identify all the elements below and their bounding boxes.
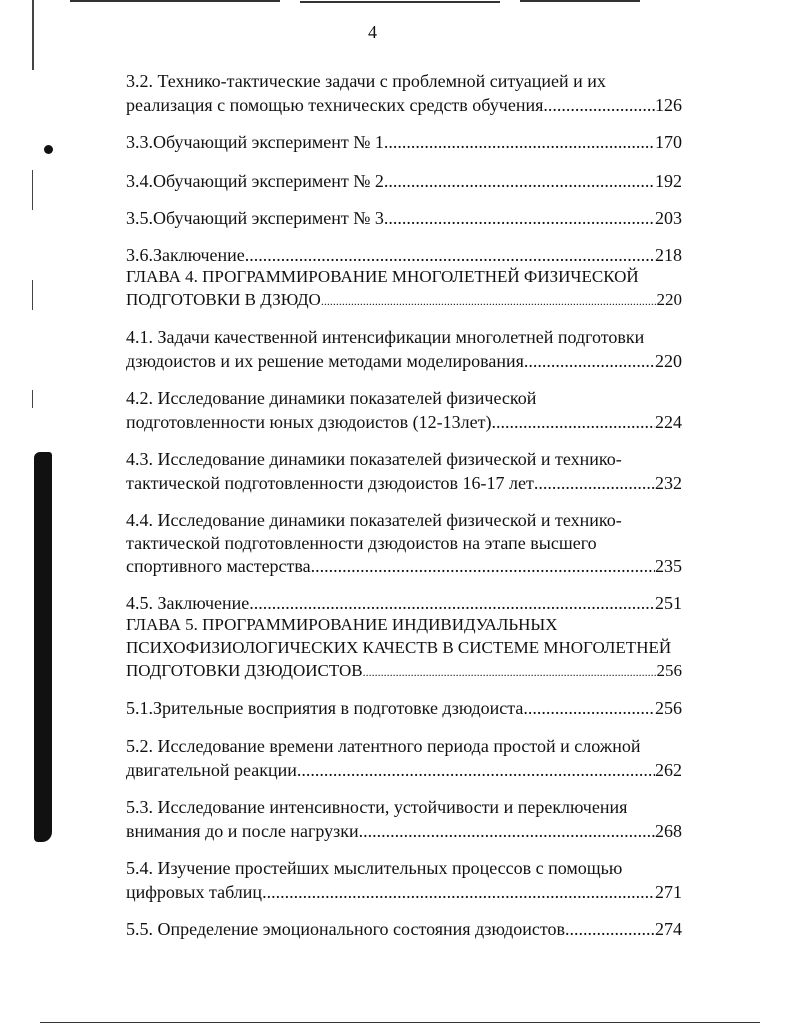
toc-entry <box>126 759 682 781</box>
toc-page-number: 224 <box>655 412 682 432</box>
toc-page-number: 218 <box>655 245 682 265</box>
toc-entry <box>126 592 682 614</box>
scan-blot <box>34 452 52 842</box>
toc-text-line: тактической подготовленности дзюдоистов на этапе высшего <box>126 533 597 553</box>
toc-entry-title: 3.4.Обучающий эксперимент № 2 <box>126 171 384 191</box>
toc-entry <box>126 94 682 116</box>
toc-page-number: 274 <box>655 919 682 939</box>
toc-entry-title: 3.3.Обучающий эксперимент № 1. <box>126 132 389 152</box>
toc-entry <box>126 472 682 494</box>
toc-entry <box>126 918 682 940</box>
toc-entry <box>126 697 682 719</box>
toc-entry-title: 4.5. Заключение <box>126 593 250 613</box>
toc-page-number: 170 <box>655 132 682 152</box>
dot-leader <box>524 350 655 372</box>
toc-entry-title: 3.5.Обучающий эксперимент № 3 <box>126 208 384 228</box>
scan-edge-top <box>70 0 280 2</box>
dot-leader <box>534 472 655 494</box>
scan-edge-top <box>300 1 500 3</box>
toc-page-number: 251 <box>655 593 682 613</box>
toc-page-number: 256 <box>656 661 682 680</box>
toc-text-line: 4.2. Исследование динамики показателей физической <box>126 388 537 408</box>
dot-leader <box>311 555 655 577</box>
dot-leader <box>491 411 655 433</box>
dot-leader <box>262 881 655 903</box>
toc-text-line: 5.2. Исследование времени латентного периода простой и сложной <box>126 736 641 756</box>
toc-text-line: 5.3. Исследование интенсивности, устойчивости и переключения <box>126 797 628 817</box>
scan-dot <box>44 145 53 154</box>
toc-entry-title: 5.5. Определение эмоционального состояния дзюдоистов <box>126 919 565 939</box>
dot-leader <box>384 170 655 192</box>
toc-entry-title: дзюдоистов и их решение методами моделирования <box>126 351 524 371</box>
toc-entry <box>126 207 682 229</box>
toc-entry-title: подготовленности юных дзюдоистов (12-13лет) <box>126 412 492 432</box>
toc-text-line: ПСИХОФИЗИОЛОГИЧЕСКИХ КАЧЕСТВ В СИСТЕМЕ МНОГОЛЕТНЕЙ <box>126 638 672 657</box>
toc-page-number: 232 <box>655 473 682 493</box>
scan-edge-top <box>520 0 640 2</box>
toc-page-number: 271 <box>655 882 682 902</box>
toc-page-number: 262 <box>655 760 682 780</box>
toc-entry-title: двигательной реакции. <box>126 760 302 780</box>
toc-page-number: 203 <box>655 208 682 228</box>
toc-page-number: 192 <box>655 171 682 191</box>
toc-entry-title: тактической подготовленности дзюдоистов 16-17 лет <box>126 473 534 493</box>
dot-leader <box>543 94 655 116</box>
toc-entry-title: спортивного мастерства <box>126 556 311 576</box>
toc-page-number: 126 <box>655 95 682 115</box>
toc-entry-title: реализация с помощью технических средств обучения <box>126 95 544 115</box>
toc-text-line: 4.4. Исследование динамики показателей физической и технико- <box>126 510 622 530</box>
toc-entry <box>126 244 682 266</box>
toc-entry <box>126 170 682 192</box>
toc-entry <box>126 555 682 577</box>
dot-leader <box>249 592 655 614</box>
toc-entry <box>126 289 682 312</box>
toc-text-line: 4.1. Задачи качественной интенсификации многолетней подготовки <box>126 327 645 347</box>
scan-edge-left <box>32 280 33 310</box>
toc-entry <box>126 350 682 372</box>
toc-page-number: 256 <box>655 698 682 718</box>
scan-edge-left <box>32 170 33 210</box>
toc-entry <box>126 131 682 153</box>
dot-leader <box>301 759 655 781</box>
toc-entry <box>126 881 682 903</box>
toc-page-number: 268 <box>655 821 682 841</box>
dot-leader <box>523 697 655 719</box>
toc-entry <box>126 660 682 683</box>
page-number: 4 <box>368 22 377 42</box>
dot-leader <box>384 207 655 229</box>
toc-entry-title: внимания до и после нагрузки <box>126 821 359 841</box>
toc-entry-title: ПОДГОТОВКИ ДЗЮДОИСТОВ <box>126 661 363 680</box>
toc-entry-title: цифровых таблиц <box>126 882 263 902</box>
toc-entry <box>126 820 682 842</box>
toc-entry-title: ПОДГОТОВКИ В ДЗЮДО <box>126 290 321 309</box>
toc-entry <box>126 411 682 433</box>
toc-page-number: 235 <box>655 556 682 576</box>
scan-edge-left <box>32 0 34 70</box>
toc-text-line: 4.3. Исследование динамики показателей физической и технико- <box>126 449 622 469</box>
dot-leader <box>321 289 657 312</box>
toc-text-line: ГЛАВА 5. ПРОГРАММИРОВАНИЕ ИНДИВИДУАЛЬНЫХ <box>126 615 558 634</box>
dot-leader <box>363 660 657 683</box>
dot-leader <box>388 131 655 153</box>
dot-leader <box>565 918 655 940</box>
dot-leader <box>245 244 655 266</box>
toc-text-line: 3.2. Технико-тактические задачи с проблемной ситуацией и их <box>126 71 606 91</box>
dot-leader <box>359 820 655 842</box>
toc-page-number: 220 <box>656 290 682 309</box>
toc-text-line: 5.4. Изучение простейших мыслительных процессов с помощью <box>126 858 623 878</box>
toc-entry-title: 5.1.Зрительные восприятия в подготовке дзюдоиста <box>126 698 524 718</box>
toc-page-number: 220 <box>655 351 682 371</box>
toc-entry-title: 3.6.Заключение <box>126 245 245 265</box>
toc-text-line: ГЛАВА 4. ПРОГРАММИРОВАНИЕ МНОГОЛЕТНЕЙ ФИЗИЧЕСКОЙ <box>126 267 639 286</box>
scan-edge-left <box>32 390 33 408</box>
scan-edge-bottom <box>40 1022 760 1023</box>
